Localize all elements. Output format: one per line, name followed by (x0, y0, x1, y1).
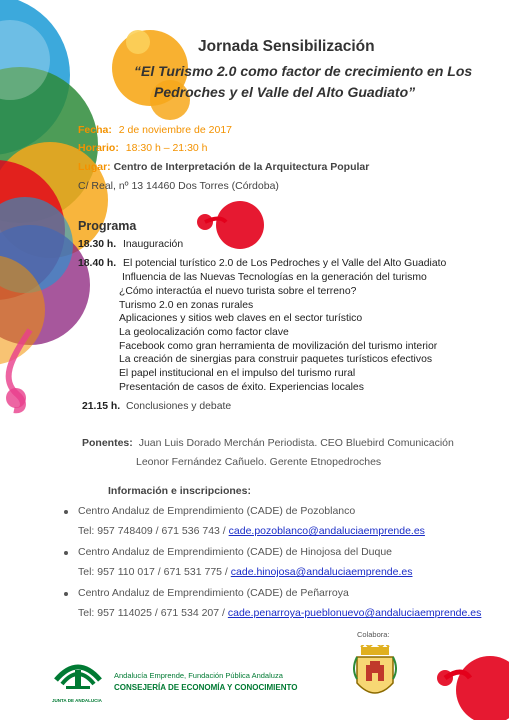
topic-item: Facebook como gran herramienta de movilización del turismo interior (119, 341, 438, 352)
topic-item: Turismo 2.0 en zonas rurales (119, 300, 254, 311)
center-tel: Tel: 957 110 017 / 671 531 775 / (78, 566, 228, 578)
coat-of-arms-icon (353, 645, 397, 705)
junta-label: JUNTA DE ANDALUCIA (52, 698, 102, 703)
program-item-inauguracion (78, 239, 183, 250)
bullet-icon (64, 510, 68, 514)
bullet-icon (64, 592, 68, 596)
topic-item: ¿Cómo interactúa el nuevo turista sobre el terreno? (119, 286, 357, 297)
email-link[interactable]: cade.penarroya-pueblonuevo@andaluciaemprende.es (227, 607, 482, 619)
address: C/ Real, nº 13 14460 Dos Torres (Córdoba) (78, 180, 279, 192)
program-item-potencial (78, 258, 446, 269)
program-text: Inauguración (123, 239, 184, 250)
topic-item: Aplicaciones y sitios web claves en el sector turístico (119, 313, 363, 324)
email-link[interactable]: cade.pozoblanco@andaluciaemprende.es (228, 525, 425, 537)
speakers-line-1 (82, 437, 454, 449)
speaker-2: Leonor Fernández Cañuelo. Gerente Etnopedroches (136, 456, 382, 468)
horario-label: Horario: (78, 142, 119, 154)
org-line-2: CONSEJERÍA DE ECONOMÍA Y CONOCIMIENTO (114, 683, 298, 692)
email-link[interactable]: cade.hinojosa@andaluciaemprende.es (230, 566, 413, 578)
center-tel: Tel: 957 748409 / 671 536 743 / (78, 525, 226, 537)
center-name: Centro Andaluz de Emprendimiento (CADE) de Hinojosa del Duque (78, 546, 393, 558)
bullet-icon (64, 551, 68, 555)
program-heading: Programa (78, 219, 137, 233)
colabora-label: Colabora: (357, 630, 390, 639)
center-contact (78, 566, 412, 578)
horario-value: 18:30 h – 21:30 h (125, 142, 208, 154)
topic-item: El papel institucional en el impulso del turismo rural (119, 368, 356, 379)
lugar-row (78, 161, 369, 173)
subtitle-line-2: Pedroches y el Valle del Alto Guadiato” (154, 84, 416, 100)
speaker-1: Juan Luis Dorado Merchán Periodista. CEO Bluebird Comunicación (138, 437, 454, 449)
topic-item: La geolocalización como factor clave (119, 327, 289, 338)
speakers-label: Ponentes: (82, 437, 133, 449)
lugar-label: Lugar: (78, 161, 111, 173)
program-time: 21.15 h. (82, 401, 121, 412)
org-line-1: Andalucía Emprende, Fundación Pública Andaluza (114, 671, 283, 680)
page-title: Jornada Sensibilización (198, 38, 375, 55)
center-name: Centro Andaluz de Emprendimiento (CADE) de Peñarroya (78, 587, 349, 599)
fecha-label: Fecha: (78, 124, 112, 136)
program-time: 18.30 h. (78, 239, 117, 250)
program-text: Conclusiones y debate (126, 401, 232, 412)
program-text: El potencial turístico 2.0 de Los Pedroches y el Valle del Alto Guadiato (123, 258, 447, 269)
info-heading: Información e inscripciones: (108, 485, 251, 497)
program-item-conclusiones (82, 401, 231, 412)
junta-andalucia-logo-icon (52, 656, 104, 696)
center-name: Centro Andaluz de Emprendimiento (CADE) de Pozoblanco (78, 505, 356, 517)
center-contact (78, 525, 425, 537)
horario-row (78, 142, 208, 154)
center-contact (78, 607, 481, 619)
subtitle-line-1: “El Turismo 2.0 como factor de crecimiento en Los (134, 63, 473, 79)
topic-item: Presentación de casos de éxito. Experiencias locales (119, 382, 364, 393)
lugar-value: Centro de Interpretación de la Arquitectura Popular (113, 161, 370, 173)
fecha-row (78, 124, 232, 136)
topic-item: La creación de sinergias para construir paquetes turísticos efectivos (119, 354, 433, 365)
topic-item: Influencia de las Nuevas Tecnologías en la generación del turismo (122, 272, 427, 283)
center-tel: Tel: 957 114025 / 671 534 207 / (78, 607, 225, 619)
program-time: 18.40 h. (78, 258, 117, 269)
fecha-value: 2 de noviembre de 2017 (118, 124, 233, 136)
